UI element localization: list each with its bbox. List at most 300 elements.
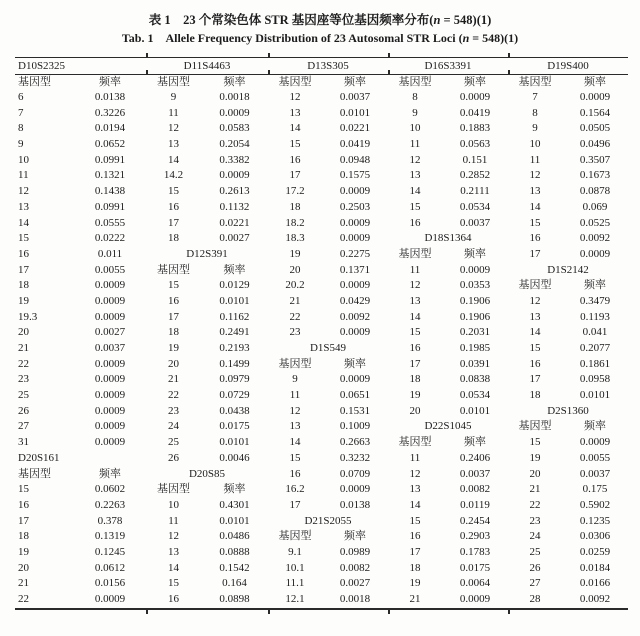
genotype-header: 基因型 — [518, 279, 552, 292]
genotype-value: 16 — [529, 357, 541, 370]
genotype-value: 19 — [18, 545, 29, 558]
frequency-value: 0.0419 — [459, 106, 491, 119]
genotype-value: 12 — [168, 122, 179, 135]
genotype-value: 14 — [168, 561, 179, 574]
frequency-value: 0.1542 — [219, 561, 250, 574]
genotype-value: 18 — [289, 200, 301, 213]
frequency-value: 0.0156 — [94, 577, 126, 590]
genotype-value: 10 — [18, 153, 29, 166]
frequency-value: 0.0092 — [339, 310, 371, 323]
genotype-value: 23 — [18, 373, 29, 386]
locus-group-cell — [146, 514, 268, 530]
locus-group-cell — [388, 294, 508, 310]
genotype-value: 9 — [18, 138, 24, 151]
frequency-value: 0.0898 — [219, 593, 250, 605]
frequency-value: 0.0009 — [339, 326, 371, 339]
locus-group-cell — [15, 357, 146, 373]
locus-section-header: D20S85 — [188, 467, 226, 480]
frequency-value: 0.0259 — [579, 545, 611, 558]
locus-group-cell — [146, 231, 268, 247]
locus-group-cell — [388, 482, 508, 498]
table-row — [15, 263, 628, 279]
frequency-value: 0.0175 — [459, 561, 491, 574]
genotype-value: 15 — [168, 185, 179, 198]
genotype-value: 17 — [529, 247, 541, 260]
frequency-value: 0.0101 — [339, 106, 371, 119]
genotype-value: 11 — [409, 451, 421, 464]
locus-group-cell — [146, 106, 268, 122]
genotype-value: 14 — [529, 326, 541, 339]
locus-section-header: D20S161 — [18, 451, 60, 464]
table-row — [15, 121, 628, 137]
genotype-value: 14 — [18, 216, 29, 229]
frequency-value: 0.1906 — [459, 294, 491, 307]
genotype-value: 16 — [168, 294, 179, 307]
frequency-value: 0.3232 — [339, 451, 371, 464]
frequency-value: 0.0009 — [339, 232, 371, 245]
locus-group-cell — [268, 498, 388, 514]
locus-group-cell — [15, 153, 146, 169]
locus-group-cell — [15, 482, 146, 498]
table-row — [15, 419, 628, 435]
locus-group-cell — [508, 75, 628, 90]
locus-group-cell — [508, 357, 628, 373]
frequency-value: 0.2663 — [339, 436, 371, 449]
locus-group-cell — [268, 121, 388, 137]
locus-group-cell — [146, 435, 268, 451]
frequency-value: 0.2077 — [579, 342, 611, 354]
frequency-value: 0.0027 — [94, 326, 126, 339]
genotype-value: 15 — [289, 138, 301, 151]
locus-group-cell — [15, 529, 146, 545]
genotype-value: 13 — [18, 200, 29, 213]
frequency-value: 0.0092 — [579, 232, 611, 245]
frequency-value: 0.2613 — [219, 185, 250, 198]
locus-group-cell — [146, 388, 268, 404]
genotype-value: 10 — [529, 138, 541, 151]
frequency-value: 0.0991 — [94, 153, 126, 166]
frequency-value: 0.0391 — [459, 357, 491, 370]
genotype-value: 15 — [529, 342, 541, 354]
locus-group-cell — [268, 184, 388, 200]
column-tick — [508, 53, 510, 57]
locus-group-cell — [146, 137, 268, 153]
genotype-value: 12 — [289, 404, 301, 417]
locus-group-cell — [388, 514, 508, 530]
locus-group-cell — [146, 529, 268, 545]
locus-group-cell — [15, 404, 146, 420]
locus-group-cell — [268, 58, 388, 74]
frequency-value: 0.4301 — [219, 498, 250, 511]
frequency-header: 频率 — [99, 76, 121, 88]
genotype-value: 27 — [529, 577, 541, 590]
locus-group-cell — [15, 451, 146, 467]
column-tick — [388, 53, 390, 57]
locus-group-cell — [15, 467, 146, 483]
frequency-header: 频率 — [464, 76, 486, 88]
locus-group-cell — [508, 216, 628, 232]
locus-group-cell — [508, 90, 628, 106]
locus-group-cell — [388, 404, 508, 420]
frequency-value: 0.0652 — [94, 138, 126, 151]
genotype-value: 17 — [529, 373, 541, 386]
genotype-value: 19 — [168, 342, 179, 354]
locus-group-cell — [146, 263, 268, 279]
locus-section-header: D2S1360 — [547, 404, 589, 417]
genotype-value: 18 — [529, 389, 541, 402]
genotype-value: 18 — [409, 373, 421, 386]
locus-group-cell — [268, 231, 388, 247]
frequency-value: 0.3479 — [579, 294, 611, 307]
genotype-value: 7 — [532, 91, 538, 103]
locus-group-cell — [268, 341, 388, 357]
frequency-value: 0.1985 — [459, 342, 491, 354]
frequency-value: 0.3226 — [94, 106, 126, 119]
frequency-value: 0.1319 — [94, 530, 126, 543]
frequency-value: 0.1162 — [219, 310, 250, 323]
table-row — [15, 467, 628, 483]
genotype-value: 26 — [529, 561, 541, 574]
locus-section-header: D1S2142 — [547, 263, 589, 276]
locus-group-cell — [268, 388, 388, 404]
genotype-value: 16 — [18, 247, 29, 260]
locus-group-cell — [146, 451, 268, 467]
frequency-table — [15, 57, 628, 610]
frequency-value: 0.041 — [582, 326, 608, 339]
genotype-value: 13 — [409, 483, 421, 496]
locus-section-header: D22S1045 — [424, 420, 472, 433]
locus-group-cell — [146, 419, 268, 435]
locus-group-cell — [508, 545, 628, 561]
frequency-value: 0.1235 — [579, 514, 611, 527]
genotype-value: 16 — [289, 467, 301, 480]
genotype-value: 22 — [18, 357, 29, 370]
genotype-value: 12 — [409, 279, 421, 292]
locus-group-cell — [15, 263, 146, 279]
locus-group-cell — [268, 153, 388, 169]
genotype-value: 19 — [18, 294, 29, 307]
locus-group-cell — [146, 184, 268, 200]
genotype-value: 20 — [289, 263, 301, 276]
frequency-value: 0.0009 — [94, 420, 126, 433]
genotype-value: 15 — [18, 232, 29, 245]
genotype-value: 19 — [289, 247, 301, 260]
locus-group-cell — [146, 278, 268, 294]
frequency-value: 0.0602 — [94, 483, 126, 496]
locus-group-cell — [146, 404, 268, 420]
frequency-value: 0.1906 — [459, 310, 491, 323]
genotype-value: 12 — [168, 530, 179, 543]
genotype-value: 19 — [409, 577, 421, 590]
genotype-header: 基因型 — [278, 76, 312, 88]
frequency-value: 0.0612 — [94, 561, 126, 574]
genotype-value: 12 — [18, 185, 29, 198]
locus-group-cell — [146, 168, 268, 184]
locus-group-cell — [268, 200, 388, 216]
frequency-value: 0.2193 — [219, 342, 250, 354]
frequency-value: 0.1575 — [339, 169, 371, 182]
genotype-header: 基因型 — [398, 247, 432, 260]
genotype-header: 基因型 — [157, 263, 190, 276]
column-tick — [268, 610, 270, 614]
frequency-value: 0.0555 — [94, 216, 126, 229]
locus-group-cell — [15, 75, 146, 90]
locus-name: D10S2325 — [18, 60, 66, 72]
frequency-value: 0.0175 — [219, 420, 250, 433]
genotype-value: 15 — [409, 200, 421, 213]
locus-group-cell — [508, 263, 628, 279]
locus-group-cell — [15, 514, 146, 530]
frequency-value: 0.0888 — [219, 545, 250, 558]
genotype-value: 25 — [529, 545, 541, 558]
frequency-value: 0.2491 — [219, 326, 250, 339]
frequency-header: 频率 — [223, 76, 246, 88]
frequency-value: 0.0009 — [94, 389, 126, 402]
frequency-value: 0.5902 — [579, 498, 611, 511]
locus-group-cell — [508, 435, 628, 451]
locus-group-cell — [268, 576, 388, 592]
genotype-value: 18 — [18, 530, 29, 543]
frequency-value: 0.0525 — [579, 216, 611, 229]
frequency-header: 频率 — [223, 483, 246, 496]
frequency-value: 0.0429 — [339, 294, 371, 307]
locus-group-cell — [15, 247, 146, 263]
locus-group-cell — [508, 592, 628, 608]
title-cn-text: 表 1 23 个常染色体 STR 基因座等位基因频率分布( — [148, 13, 434, 27]
genotype-value: 14 — [409, 310, 421, 323]
locus-group-cell — [268, 545, 388, 561]
frequency-value: 0.0221 — [219, 216, 250, 229]
locus-group-cell — [15, 341, 146, 357]
frequency-value: 0.0878 — [579, 185, 611, 198]
genotype-header: 基因型 — [157, 76, 190, 88]
table-row — [15, 404, 628, 420]
table-row — [15, 231, 628, 247]
frequency-value: 0.0055 — [579, 451, 611, 464]
frequency-value: 0.0009 — [94, 593, 126, 605]
locus-group-cell — [388, 545, 508, 561]
genotype-value: 12 — [409, 153, 421, 166]
locus-group-cell — [268, 561, 388, 577]
locus-group-cell — [268, 75, 388, 90]
frequency-value: 0.0027 — [219, 232, 250, 245]
frequency-value: 0.0009 — [94, 373, 126, 386]
frequency-header: 频率 — [464, 247, 486, 260]
genotype-header: 基因型 — [18, 467, 51, 480]
frequency-value: 0.0948 — [339, 153, 371, 166]
frequency-value: 0.2111 — [460, 185, 490, 198]
locus-group-cell — [15, 168, 146, 184]
frequency-value: 0.0129 — [219, 279, 250, 292]
table-row — [15, 184, 628, 200]
genotype-value: 18 — [168, 326, 179, 339]
genotype-value: 15 — [18, 483, 29, 496]
genotype-value: 24 — [529, 530, 541, 543]
genotype-value: 16 — [168, 200, 179, 213]
locus-group-cell — [388, 325, 508, 341]
genotype-value: 20 — [409, 404, 421, 417]
frequency-value: 0.0119 — [460, 498, 490, 511]
bottom-rule — [15, 608, 628, 610]
table-row — [15, 216, 628, 232]
frequency-value: 0.0583 — [219, 122, 250, 135]
genotype-header: 基因型 — [278, 357, 312, 370]
column-tick — [268, 53, 270, 57]
frequency-value: 0.0009 — [459, 91, 491, 103]
genotype-value: 14 — [168, 153, 179, 166]
frequency-value: 0.0037 — [579, 467, 611, 480]
column-header-row — [15, 75, 628, 90]
locus-group-cell — [15, 121, 146, 137]
table-row — [15, 576, 628, 592]
genotype-value: 17 — [168, 310, 179, 323]
locus-group-cell — [15, 388, 146, 404]
frequency-value: 0.0009 — [459, 263, 491, 276]
locus-group-cell — [15, 58, 146, 74]
table-row — [15, 592, 628, 608]
frequency-value: 0.0009 — [579, 91, 611, 103]
locus-group-cell — [508, 325, 628, 341]
genotype-value: 12 — [409, 467, 421, 480]
table-row — [15, 529, 628, 545]
locus-group-cell — [388, 561, 508, 577]
frequency-value: 0.1499 — [219, 357, 250, 370]
genotype-value: 19 — [529, 451, 541, 464]
genotype-value: 16 — [409, 342, 421, 354]
locus-section-header: D18S1364 — [424, 232, 472, 245]
locus-group-cell — [146, 216, 268, 232]
locus-group-cell — [15, 278, 146, 294]
frequency-value: 0.1564 — [579, 106, 611, 119]
locus-group-cell — [388, 388, 508, 404]
frequency-value: 0.0009 — [94, 404, 126, 417]
frequency-value: 0.3382 — [219, 153, 250, 166]
frequency-value: 0.0009 — [339, 216, 371, 229]
frequency-value: 0.2031 — [459, 326, 491, 339]
frequency-value: 0.0438 — [219, 404, 250, 417]
genotype-value: 18 — [18, 279, 29, 292]
locus-group-cell — [146, 467, 268, 483]
frequency-value: 0.2503 — [339, 200, 371, 213]
locus-group-cell — [388, 263, 508, 279]
locus-group-cell — [268, 592, 388, 608]
frequency-value: 0.0563 — [459, 138, 491, 151]
locus-group-cell — [508, 278, 628, 294]
frequency-value: 0.0009 — [579, 247, 611, 260]
locus-group-cell — [15, 592, 146, 608]
frequency-value: 0.1673 — [579, 169, 611, 182]
genotype-header: 基因型 — [398, 76, 432, 88]
genotype-value: 8 — [412, 91, 418, 103]
locus-group-cell — [508, 106, 628, 122]
genotype-value: 15 — [409, 514, 421, 527]
locus-group-cell — [146, 153, 268, 169]
locus-group-cell — [15, 372, 146, 388]
locus-group-cell — [388, 247, 508, 263]
genotype-header: 基因型 — [518, 420, 552, 433]
genotype-value: 18.3 — [285, 232, 305, 245]
locus-section-header: D21S2055 — [304, 514, 352, 527]
frequency-value: 0.0353 — [459, 279, 491, 292]
locus-group-cell — [388, 357, 508, 373]
locus-group-cell — [146, 592, 268, 608]
locus-group-cell — [146, 90, 268, 106]
top-rule — [15, 57, 628, 58]
genotype-value: 26 — [168, 451, 179, 464]
locus-group-cell — [268, 372, 388, 388]
genotype-value: 11 — [168, 514, 179, 527]
locus-group-cell — [15, 137, 146, 153]
locus-group-cell — [268, 467, 388, 483]
title-en-text: Tab. 1 Allele Frequency Distribution of 23 Autosomal STR Loci ( — [121, 31, 463, 45]
frequency-value: 0.0194 — [94, 122, 126, 135]
genotype-value: 9 — [170, 91, 177, 103]
genotype-header: 基因型 — [18, 76, 51, 88]
locus-group-cell — [146, 561, 268, 577]
table-row — [15, 106, 628, 122]
frequency-value: 0.1321 — [94, 169, 126, 182]
locus-group-cell — [268, 435, 388, 451]
table-row — [15, 451, 628, 467]
frequency-value: 0.0037 — [339, 91, 371, 103]
frequency-value: 0.0009 — [339, 279, 371, 292]
locus-group-cell — [388, 153, 508, 169]
frequency-value: 0.0037 — [459, 216, 491, 229]
genotype-value: 10.1 — [285, 561, 305, 574]
frequency-value: 0.0729 — [219, 389, 250, 402]
frequency-value: 0.2054 — [219, 138, 250, 151]
frequency-value: 0.1009 — [339, 420, 371, 433]
locus-group-cell — [508, 514, 628, 530]
locus-group-cell — [388, 435, 508, 451]
frequency-value: 0.0055 — [94, 263, 126, 276]
locus-section-header: D12S391 — [186, 247, 228, 260]
locus-group-cell — [268, 529, 388, 545]
genotype-value: 13 — [168, 545, 179, 558]
locus-group-cell — [508, 247, 628, 263]
frequency-value: 0.1132 — [219, 200, 250, 213]
genotype-value: 18.2 — [285, 216, 305, 229]
frequency-value: 0.1883 — [459, 122, 491, 135]
genotype-value: 23 — [529, 514, 541, 527]
table-row — [15, 278, 628, 294]
locus-group-cell — [146, 200, 268, 216]
frequency-header: 频率 — [584, 279, 606, 292]
locus-group-cell — [388, 372, 508, 388]
frequency-value: 0.0166 — [579, 577, 611, 590]
locus-group-cell — [508, 153, 628, 169]
locus-group-cell — [146, 247, 268, 263]
frequency-value: 0.0979 — [219, 373, 250, 386]
locus-group-cell — [15, 294, 146, 310]
frequency-value: 0.0101 — [459, 404, 491, 417]
locus-group-cell — [508, 419, 628, 435]
locus-name: D16S3391 — [424, 60, 472, 72]
table-title-en — [0, 29, 640, 46]
frequency-value: 0.0101 — [219, 294, 250, 307]
locus-group-cell — [268, 357, 388, 373]
genotype-value: 13 — [168, 138, 179, 151]
genotype-value: 14 — [409, 498, 421, 511]
frequency-value: 0.0486 — [219, 530, 250, 543]
genotype-value: 15 — [289, 451, 301, 464]
frequency-value: 0.1193 — [580, 310, 610, 323]
genotype-value: 20 — [18, 561, 29, 574]
frequency-value: 0.0009 — [94, 279, 126, 292]
locus-group-cell — [508, 372, 628, 388]
title-cn-suffix: = 548)(1) — [440, 13, 492, 27]
genotype-value: 16 — [409, 216, 421, 229]
